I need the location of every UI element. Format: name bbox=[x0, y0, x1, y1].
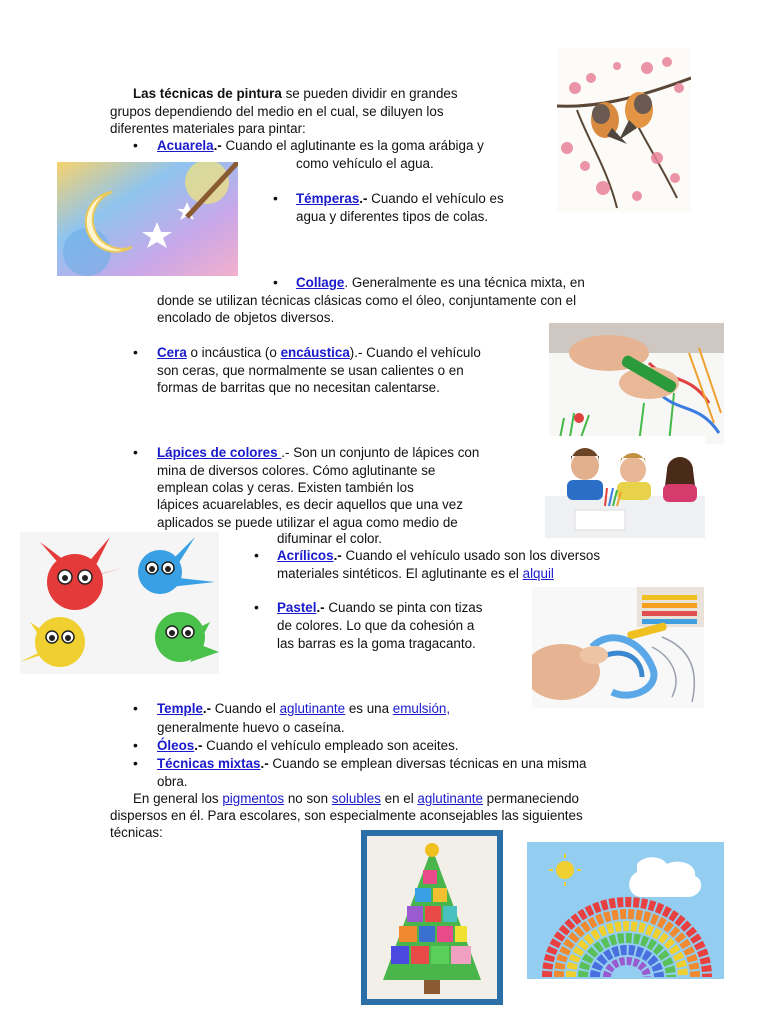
pastel-drawing-image bbox=[532, 587, 704, 708]
lapices-line-4: lápices acuarelables, es decir aquellos que una vez bbox=[157, 497, 463, 512]
lapices-link[interactable]: Lápices de colores bbox=[157, 445, 282, 460]
lapices-line-2: mina de diversos colores. Cómo aglutinante se bbox=[157, 463, 436, 478]
intro-line-3: diferentes materiales para pintar: bbox=[110, 121, 306, 136]
temple-link[interactable]: Temple bbox=[157, 701, 203, 716]
bullet: • bbox=[133, 700, 138, 716]
mixtas-link[interactable]: Técnicas mixtas bbox=[157, 756, 261, 771]
collage-line-1: Collage. Generalmente es una técnica mixta, en bbox=[296, 275, 585, 290]
lapices-line-6: difuminar el color. bbox=[277, 531, 382, 546]
oleos-link[interactable]: Óleos bbox=[157, 738, 195, 753]
bullet: • bbox=[254, 599, 259, 615]
rainbow-collage-image bbox=[527, 842, 724, 979]
bullet: • bbox=[133, 344, 138, 360]
acrilicos-link[interactable]: Acrílicos bbox=[277, 548, 334, 563]
cera-line-1: Cera o incáustica (o encáustica).- Cuando el vehículo bbox=[157, 345, 481, 360]
acuarela-line-1: Acuarela.- Cuando el aglutinante es la goma arábiga y bbox=[157, 138, 484, 153]
christmas-tree-collage-image bbox=[361, 830, 503, 1005]
pastel-line-3: las barras es la goma tragacanto. bbox=[277, 636, 476, 651]
solubles-link[interactable]: solubles bbox=[331, 791, 381, 806]
cera-line-2: son ceras, que normalmente se usan calientes o en bbox=[157, 363, 464, 378]
temple-line-1: Temple.- Cuando el aglutinante es una emulsión, bbox=[157, 701, 451, 716]
temperas-line-2: agua y diferentes tipos de colas. bbox=[296, 209, 489, 224]
monster-painting-image bbox=[20, 532, 219, 674]
acuarela-link[interactable]: Acuarela bbox=[157, 138, 214, 153]
bullet: • bbox=[254, 547, 259, 563]
bullet: • bbox=[133, 755, 138, 771]
acuarela-line-2: como vehículo el agua. bbox=[296, 156, 434, 171]
emulsion-link[interactable]: emulsión, bbox=[392, 701, 451, 716]
temperas-line-1: Témperas.- Cuando el vehículo es bbox=[296, 191, 504, 206]
temple-line-2: generalmente huevo o caseína. bbox=[157, 720, 345, 735]
mixtas-line-1: Técnicas mixtas.- Cuando se emplean diversas técnicas en una misma bbox=[157, 756, 587, 771]
collage-link[interactable]: Collage bbox=[296, 275, 345, 290]
birds-watercolor-image bbox=[557, 48, 691, 212]
mixtas-line-2: obra. bbox=[157, 774, 188, 789]
oleos-line-1: Óleos.- Cuando el vehículo empleado son aceites. bbox=[157, 738, 459, 753]
closing-line-1: En general los pigmentos no son solubles en el aglutinante permaneciendo bbox=[133, 791, 579, 806]
aglutinante-link[interactable]: aglutinante bbox=[279, 701, 346, 716]
bullet: • bbox=[133, 737, 138, 753]
temperas-link[interactable]: Témperas bbox=[296, 191, 360, 206]
moon-watercolor-image bbox=[57, 162, 238, 276]
bullet: • bbox=[133, 137, 138, 153]
collage-line-2: donde se utilizan técnicas clásicas como el óleo, conjuntamente con el bbox=[157, 293, 577, 308]
bullet: • bbox=[133, 444, 138, 460]
pigmentos-link[interactable]: pigmentos bbox=[222, 791, 285, 806]
acrilicos-line-1: Acrílicos.- Cuando el vehículo usado son los diversos bbox=[277, 548, 601, 563]
collage-line-3: encolado de objetos diversos. bbox=[157, 310, 335, 325]
alquil-link[interactable]: alquil bbox=[522, 566, 554, 581]
intro-bold: Las técnicas de pintura bbox=[133, 86, 282, 101]
closing-line-3: técnicas: bbox=[110, 825, 163, 840]
pastel-line-2: de colores. Lo que da cohesión a bbox=[277, 618, 475, 633]
encaustica-link[interactable]: encáustica bbox=[280, 345, 350, 360]
lapices-line-3: emplean colas y ceras. Existen también los bbox=[157, 480, 414, 495]
crayon-drawing-image bbox=[549, 323, 724, 444]
cera-line-3: formas de barritas que no necesitan calentarse. bbox=[157, 380, 440, 395]
kids-drawing-image bbox=[545, 436, 705, 538]
lapices-line-5: aplicados se puede utilizar el agua como medio de bbox=[157, 515, 458, 530]
lapices-line-1: Lápices de colores .- Son un conjunto de lápices con bbox=[157, 445, 480, 460]
pastel-link[interactable]: Pastel bbox=[277, 600, 317, 615]
cera-link[interactable]: Cera bbox=[157, 345, 187, 360]
acrilicos-line-2: materiales sintéticos. El aglutinante es el alquil bbox=[277, 566, 554, 581]
pastel-line-1: Pastel.- Cuando se pinta con tizas bbox=[277, 600, 483, 615]
aglutinante-link-2[interactable]: aglutinante bbox=[417, 791, 483, 806]
bullet: • bbox=[273, 190, 278, 206]
closing-line-2: dispersos en él. Para escolares, son especialmente aconsejables las siguientes bbox=[110, 808, 583, 823]
bullet: • bbox=[273, 274, 278, 290]
intro-line-1: Las técnicas de pintura se pueden dividir en grandes bbox=[133, 86, 458, 101]
intro-line-2: grupos dependiendo del medio en el cual, se diluyen los bbox=[110, 104, 444, 119]
